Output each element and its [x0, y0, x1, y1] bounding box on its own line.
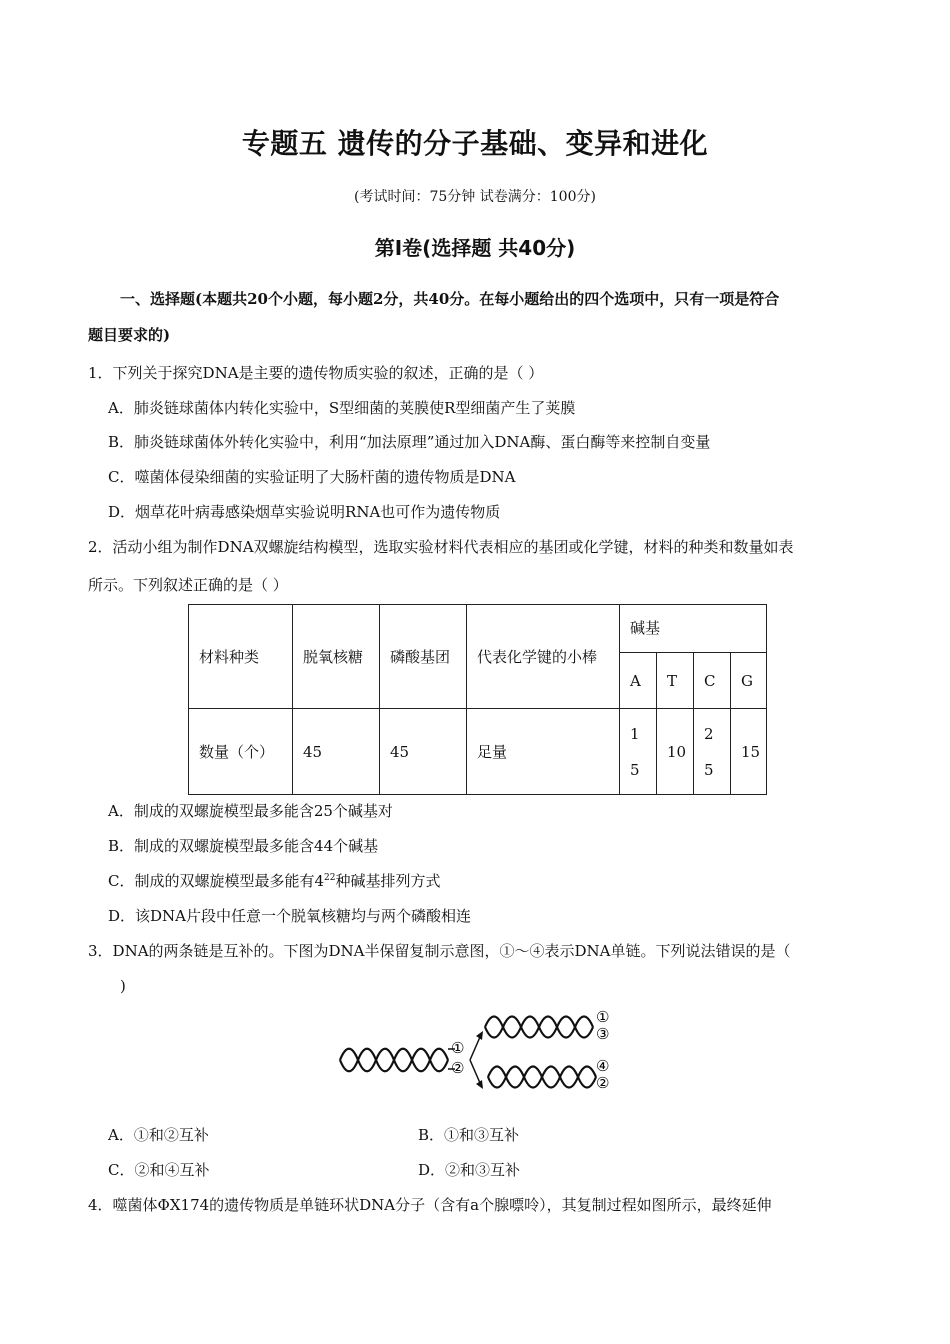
cell-base-a-digit1: 1: [630, 724, 640, 743]
dna-replication-diagram: [330, 1005, 630, 1100]
q2-option-c-text: C．制成的双螺旋模型最多能有4: [108, 872, 325, 890]
header-bond-sticks: 代表化学键的小棒: [467, 605, 620, 709]
exam-info: (考试时间：75分钟 试卷满分：100分): [354, 189, 596, 205]
q2-stem-line2: 所示。下列叙述正确的是（ ）: [88, 576, 288, 594]
parent-strand-2: [340, 1049, 448, 1072]
cell-phosphate: 45: [380, 709, 467, 795]
q2-option-d: D．该DNA片段中任意一个脱氧核糖均与两个磷酸相连: [108, 907, 472, 925]
header-deoxyribose: 脱氧核糖: [293, 605, 380, 709]
q3-option-b: B．①和③互补: [418, 1126, 520, 1144]
header-bases: 碱基: [620, 605, 767, 653]
header-base-t: T: [657, 653, 694, 709]
lower-daughter-strand-b: [488, 1067, 596, 1088]
q1-option-a: A．肺炎链球菌体内转化实验中，S型细菌的荚膜使R型细菌产生了荚膜: [108, 399, 576, 417]
section-heading: 第Ⅰ卷(选择题 共40分): [374, 236, 576, 260]
label-strand-2-right: ②: [596, 1074, 610, 1092]
upper-daughter-strand-b: [485, 1017, 593, 1038]
q1-option-d: D．烟草花叶病毒感染烟草实验说明RNA也可作为遗传物质: [108, 503, 501, 521]
header-material-kind: 材料种类: [189, 605, 293, 709]
instructions-line2: 题目要求的): [88, 326, 171, 344]
cell-base-t: 10: [657, 709, 694, 795]
cell-base-c-digit1: 2: [704, 724, 714, 743]
header-base-g: G: [731, 653, 767, 709]
q3-option-a: A．①和②互补: [108, 1126, 209, 1144]
q2-option-b: B．制成的双螺旋模型最多能含44个碱基: [108, 837, 379, 855]
instructions-line1: 一、选择题(本题共20个小题，每小题2分，共40分。在每小题给出的四个选项中，只有一项是符合: [120, 290, 780, 308]
label-strand-4: ④: [596, 1057, 610, 1075]
cell-base-c: [694, 709, 731, 795]
label-strand-1-right: ①: [596, 1008, 610, 1026]
cell-base-g: 15: [731, 709, 767, 795]
header-phosphate: 磷酸基团: [380, 605, 467, 709]
q1-option-c: C．噬菌体侵染细菌的实验证明了大肠杆菌的遗传物质是DNA: [108, 468, 516, 486]
q3-stem-line2: ): [120, 977, 126, 995]
q2-option-c-text-end: 种碱基排列方式: [335, 872, 441, 890]
row-label-quantity: 数量（个）: [189, 709, 293, 795]
label-strand-2-left: ②: [451, 1059, 465, 1077]
cell-deoxyribose: 45: [293, 709, 380, 795]
cell-base-c-digit2: 5: [704, 760, 714, 779]
header-base-a: A: [620, 653, 657, 709]
cell-base-a: [620, 709, 657, 795]
cell-base-a-digit2: 5: [630, 760, 640, 779]
cell-bond-sticks: 足量: [467, 709, 620, 795]
q2-option-c: [108, 870, 441, 891]
q3-option-d: D．②和③互补: [418, 1161, 521, 1179]
label-strand-3: ③: [596, 1025, 610, 1043]
page-title: 专题五 遗传的分子基础、变异和进化: [241, 127, 709, 160]
q3-stem-line1: 3．DNA的两条链是互补的。下图为DNA半保留复制示意图，①～④表示DNA单链。下列说法错误的是（: [88, 942, 791, 960]
q3-option-c: C．②和④互补: [108, 1161, 210, 1179]
q2-stem-line1: 2．活动小组为制作DNA双螺旋结构模型，选取实验材料代表相应的基团或化学键，材料的种类和数量如表: [88, 538, 794, 556]
label-strand-1-left: ①: [451, 1039, 465, 1057]
q4-stem: 4．噬菌体ΦX174的遗传物质是单链环状DNA分子（含有a个腺嘌呤），其复制过程如图所示，最终延伸: [88, 1196, 772, 1214]
q1-stem: 1．下列关于探究DNA是主要的遗传物质实验的叙述，正确的是（ ）: [88, 364, 544, 382]
q1-option-b: B．肺炎链球菌体外转化实验中，利用“加法原理”通过加入DNA酶、蛋白酶等来控制自变量: [108, 433, 711, 451]
q2-option-a: A．制成的双螺旋模型最多能含25个碱基对: [108, 802, 393, 820]
q2-option-c-exponent: 22: [324, 873, 336, 883]
materials-table: [188, 604, 767, 795]
fork-upper: [470, 1037, 480, 1060]
fork-lower: [470, 1060, 480, 1083]
header-base-c: C: [694, 653, 731, 709]
